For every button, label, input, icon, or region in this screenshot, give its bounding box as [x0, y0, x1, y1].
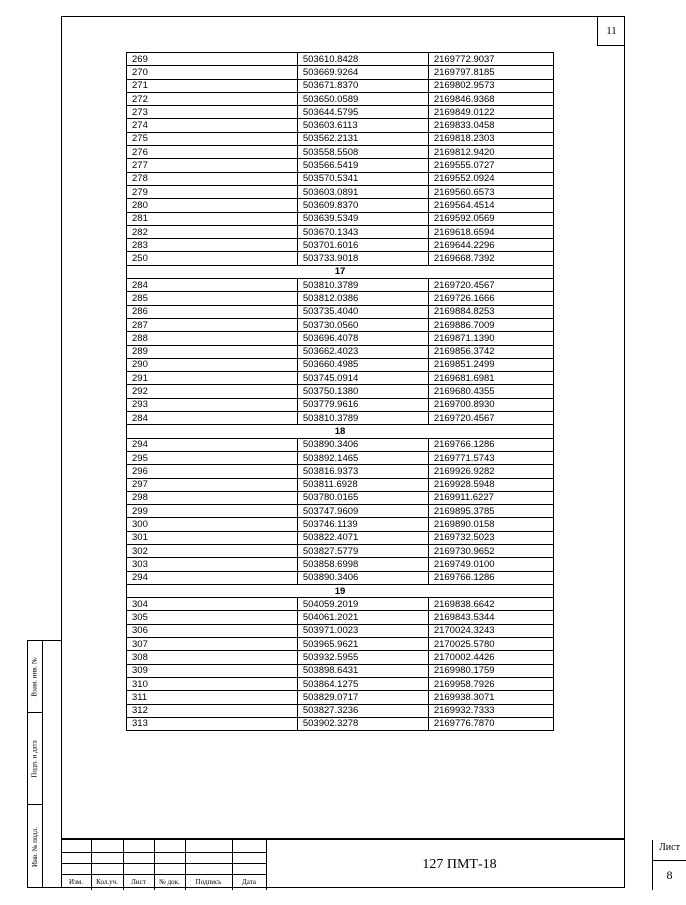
table-row	[127, 106, 554, 119]
table-row	[127, 92, 554, 105]
table-row	[127, 332, 554, 345]
y-coordinate-cell: 2169958.7926	[428, 677, 553, 690]
y-coordinate-cell: 2169802.9573	[428, 79, 553, 92]
document-code: 127 ПМТ-18	[266, 840, 652, 890]
y-coordinate-cell: 2169730.9652	[428, 544, 553, 557]
stamp-label-date: Дата	[242, 878, 256, 886]
table-row	[127, 704, 554, 717]
point-number-cell: 299	[127, 505, 298, 518]
y-coordinate-cell: 2170002.4426	[428, 651, 553, 664]
y-coordinate-cell: 2169732.5023	[428, 531, 553, 544]
point-number-cell: 300	[127, 518, 298, 531]
y-coordinate-cell: 2169680.4355	[428, 385, 553, 398]
y-coordinate-cell: 2169771.5743	[428, 451, 553, 464]
x-coordinate-cell: 503932.5955	[297, 651, 428, 664]
y-coordinate-cell: 2169884.8253	[428, 305, 553, 318]
table-row	[127, 345, 554, 358]
side-cell-sign-date	[28, 713, 42, 805]
table-row	[127, 611, 554, 624]
y-coordinate-cell: 2169911.6227	[428, 491, 553, 504]
y-coordinate-cell: 2169838.6642	[428, 598, 553, 611]
y-coordinate-cell: 2169681.6981	[428, 372, 553, 385]
side-cell-original-inv	[28, 805, 42, 889]
point-number-cell: 296	[127, 465, 298, 478]
sheet-label: Лист	[659, 842, 680, 853]
x-coordinate-cell: 503858.6998	[297, 558, 428, 571]
point-number-cell: 289	[127, 345, 298, 358]
point-number-cell: 303	[127, 558, 298, 571]
x-coordinate-cell: 503892.1465	[297, 451, 428, 464]
x-coordinate-cell: 503610.8428	[297, 53, 428, 66]
point-number-cell: 308	[127, 651, 298, 664]
x-coordinate-cell: 503701.6016	[297, 239, 428, 252]
x-coordinate-cell: 503890.3406	[297, 438, 428, 451]
x-coordinate-cell: 503750.1380	[297, 385, 428, 398]
side-cell-replace-inv	[28, 641, 42, 713]
table-row	[127, 385, 554, 398]
x-coordinate-cell: 503812.0386	[297, 292, 428, 305]
x-coordinate-cell: 503650.0589	[297, 92, 428, 105]
table-row	[127, 664, 554, 677]
point-number-cell: 295	[127, 451, 298, 464]
point-number-cell: 275	[127, 132, 298, 145]
point-number-cell: 283	[127, 239, 298, 252]
x-coordinate-cell: 503639.5349	[297, 212, 428, 225]
x-coordinate-cell: 503662.4023	[297, 345, 428, 358]
y-coordinate-cell: 2169886.7009	[428, 318, 553, 331]
point-number-cell: 250	[127, 252, 298, 265]
table-row	[127, 691, 554, 704]
group-title: 19	[127, 584, 554, 597]
group-title: 17	[127, 265, 554, 278]
table-row	[127, 132, 554, 145]
coordinates-table-body	[127, 53, 554, 731]
table-row	[127, 465, 554, 478]
group-header-row	[127, 584, 554, 597]
point-number-cell: 286	[127, 305, 298, 318]
point-number-cell: 301	[127, 531, 298, 544]
table-row	[127, 717, 554, 730]
point-number-cell: 285	[127, 292, 298, 305]
side-strip	[27, 640, 61, 888]
table-row	[127, 225, 554, 238]
stamp-label-change: Изм.	[69, 878, 83, 886]
point-number-cell: 311	[127, 691, 298, 704]
x-coordinate-cell: 503570.5341	[297, 172, 428, 185]
point-number-cell: 272	[127, 92, 298, 105]
sheet-number: 8	[653, 860, 686, 890]
y-coordinate-cell: 2169849.0122	[428, 106, 553, 119]
y-coordinate-cell: 2169812.9420	[428, 146, 553, 159]
y-coordinate-cell: 2169644.2296	[428, 239, 553, 252]
group-header-row	[127, 265, 554, 278]
point-number-cell: 309	[127, 664, 298, 677]
table-row	[127, 478, 554, 491]
table-row	[127, 172, 554, 185]
point-number-cell: 281	[127, 212, 298, 225]
y-coordinate-cell: 2169720.4567	[428, 279, 553, 292]
x-coordinate-cell: 503733.9018	[297, 252, 428, 265]
x-coordinate-cell: 503696.4078	[297, 332, 428, 345]
y-coordinate-cell: 2169871.1390	[428, 332, 553, 345]
x-coordinate-cell: 503603.0891	[297, 185, 428, 198]
table-row	[127, 451, 554, 464]
point-number-cell: 282	[127, 225, 298, 238]
point-number-cell: 270	[127, 66, 298, 79]
group-title: 18	[127, 425, 554, 438]
stamp-label-sheet: Лист	[131, 878, 146, 886]
point-number-cell: 307	[127, 638, 298, 651]
table-row	[127, 252, 554, 265]
table-row	[127, 491, 554, 504]
side-label-original-inv: Инв. № подл.	[31, 827, 40, 867]
x-coordinate-cell: 503660.4985	[297, 358, 428, 371]
x-coordinate-cell: 504059.2019	[297, 598, 428, 611]
x-coordinate-cell: 503669.9264	[297, 66, 428, 79]
point-number-cell: 274	[127, 119, 298, 132]
point-number-cell: 277	[127, 159, 298, 172]
table-row	[127, 598, 554, 611]
y-coordinate-cell: 2169776.7870	[428, 717, 553, 730]
table-row	[127, 292, 554, 305]
table-row	[127, 146, 554, 159]
table-row	[127, 305, 554, 318]
table-row	[127, 571, 554, 584]
y-coordinate-cell: 2170025.5780	[428, 638, 553, 651]
point-number-cell: 292	[127, 385, 298, 398]
point-number-cell: 306	[127, 624, 298, 637]
y-coordinate-cell: 2169700.8930	[428, 398, 553, 411]
x-coordinate-cell: 503864.1275	[297, 677, 428, 690]
point-number-cell: 312	[127, 704, 298, 717]
x-coordinate-cell: 503810.3789	[297, 412, 428, 425]
point-number-cell: 287	[127, 318, 298, 331]
x-coordinate-cell: 503671.8370	[297, 79, 428, 92]
table-row	[127, 119, 554, 132]
x-coordinate-cell: 503898.6431	[297, 664, 428, 677]
table-row	[127, 66, 554, 79]
table-row	[127, 544, 554, 557]
x-coordinate-cell: 503827.5779	[297, 544, 428, 557]
point-number-cell: 294	[127, 571, 298, 584]
side-label-sign-date: Подп. и дата	[31, 739, 39, 778]
point-number-cell: 310	[127, 677, 298, 690]
y-coordinate-cell: 2169564.4514	[428, 199, 553, 212]
point-number-cell: 279	[127, 185, 298, 198]
y-coordinate-cell: 2170024.3243	[428, 624, 553, 637]
table-row	[127, 318, 554, 331]
x-coordinate-cell: 503902.3278	[297, 717, 428, 730]
point-number-cell: 278	[127, 172, 298, 185]
y-coordinate-cell: 2169720.4567	[428, 412, 553, 425]
point-number-cell: 284	[127, 412, 298, 425]
x-coordinate-cell: 503779.9616	[297, 398, 428, 411]
x-coordinate-cell: 503566.5419	[297, 159, 428, 172]
table-row	[127, 199, 554, 212]
x-coordinate-cell: 504061.2021	[297, 611, 428, 624]
y-coordinate-cell: 2169552.0924	[428, 172, 553, 185]
point-number-cell: 298	[127, 491, 298, 504]
table-row	[127, 531, 554, 544]
stamp-label-signature: Подпись	[195, 878, 222, 886]
y-coordinate-cell: 2169938.3071	[428, 691, 553, 704]
x-coordinate-cell: 503746.1139	[297, 518, 428, 531]
y-coordinate-cell: 2169766.1286	[428, 438, 553, 451]
x-coordinate-cell: 503890.3406	[297, 571, 428, 584]
table-row	[127, 558, 554, 571]
table-row	[127, 185, 554, 198]
y-coordinate-cell: 2169749.0100	[428, 558, 553, 571]
x-coordinate-cell: 503780.0165	[297, 491, 428, 504]
table-row	[127, 159, 554, 172]
y-coordinate-cell: 2169766.1286	[428, 571, 553, 584]
table-row	[127, 79, 554, 92]
x-coordinate-cell: 503827.3236	[297, 704, 428, 717]
table-row	[127, 53, 554, 66]
point-number-cell: 273	[127, 106, 298, 119]
y-coordinate-cell: 2169846.9368	[428, 92, 553, 105]
x-coordinate-cell: 503816.9373	[297, 465, 428, 478]
x-coordinate-cell: 503644.5795	[297, 106, 428, 119]
stamp-label-count: Кол.уч.	[96, 878, 118, 886]
y-coordinate-cell: 2169926.9282	[428, 465, 553, 478]
point-number-cell: 280	[127, 199, 298, 212]
table-row	[127, 505, 554, 518]
sheet-box	[652, 840, 685, 890]
point-number-cell: 302	[127, 544, 298, 557]
x-coordinate-cell: 503747.9609	[297, 505, 428, 518]
y-coordinate-cell: 2169555.0727	[428, 159, 553, 172]
stamp-label-doc-number: № док.	[159, 878, 180, 886]
y-coordinate-cell: 2169618.6594	[428, 225, 553, 238]
table-row	[127, 518, 554, 531]
table-row	[127, 239, 554, 252]
point-number-cell: 313	[127, 717, 298, 730]
x-coordinate-cell: 503670.1343	[297, 225, 428, 238]
table-row	[127, 412, 554, 425]
y-coordinate-cell: 2169895.3785	[428, 505, 553, 518]
point-number-cell: 294	[127, 438, 298, 451]
x-coordinate-cell: 503829.0717	[297, 691, 428, 704]
x-coordinate-cell: 503745.0914	[297, 372, 428, 385]
y-coordinate-cell: 2169592.0569	[428, 212, 553, 225]
point-number-cell: 271	[127, 79, 298, 92]
point-number-cell: 305	[127, 611, 298, 624]
y-coordinate-cell: 2169856.3742	[428, 345, 553, 358]
y-coordinate-cell: 2169668.7392	[428, 252, 553, 265]
point-number-cell: 293	[127, 398, 298, 411]
y-coordinate-cell: 2169818.2303	[428, 132, 553, 145]
x-coordinate-cell: 503822.4071	[297, 531, 428, 544]
x-coordinate-cell: 503730.0560	[297, 318, 428, 331]
y-coordinate-cell: 2169980.1759	[428, 664, 553, 677]
table-row	[127, 398, 554, 411]
y-coordinate-cell: 2169932.7333	[428, 704, 553, 717]
x-coordinate-cell: 503811.6928	[297, 478, 428, 491]
table-row	[127, 677, 554, 690]
table-row	[127, 212, 554, 225]
y-coordinate-cell: 2169772.9037	[428, 53, 553, 66]
y-coordinate-cell: 2169851.2499	[428, 358, 553, 371]
point-number-cell: 291	[127, 372, 298, 385]
x-coordinate-cell: 503810.3789	[297, 279, 428, 292]
y-coordinate-cell: 2169890.0158	[428, 518, 553, 531]
x-coordinate-cell: 503558.5508	[297, 146, 428, 159]
x-coordinate-cell: 503603.6113	[297, 119, 428, 132]
point-number-cell: 269	[127, 53, 298, 66]
table-row	[127, 372, 554, 385]
coordinates-table	[126, 52, 554, 731]
point-number-cell: 288	[127, 332, 298, 345]
table-row	[127, 279, 554, 292]
title-block	[61, 838, 680, 888]
point-number-cell: 276	[127, 146, 298, 159]
x-coordinate-cell: 503609.8370	[297, 199, 428, 212]
y-coordinate-cell: 2169843.5344	[428, 611, 553, 624]
group-header-row	[127, 425, 554, 438]
y-coordinate-cell: 2169726.1666	[428, 292, 553, 305]
y-coordinate-cell: 2169797.8185	[428, 66, 553, 79]
table-row	[127, 624, 554, 637]
x-coordinate-cell: 503971.0023	[297, 624, 428, 637]
x-coordinate-cell: 503735.4040	[297, 305, 428, 318]
table-row	[127, 438, 554, 451]
table-row	[127, 651, 554, 664]
x-coordinate-cell: 503562.2131	[297, 132, 428, 145]
point-number-cell: 290	[127, 358, 298, 371]
point-number-cell: 304	[127, 598, 298, 611]
table-row	[127, 638, 554, 651]
point-number-cell: 284	[127, 279, 298, 292]
stamp-grid	[61, 840, 266, 890]
y-coordinate-cell: 2169928.5948	[428, 478, 553, 491]
side-label-replace-inv: Взам. инв. №	[31, 656, 40, 697]
y-coordinate-cell: 2169833.0458	[428, 119, 553, 132]
point-number-cell: 297	[127, 478, 298, 491]
x-coordinate-cell: 503965.9621	[297, 638, 428, 651]
y-coordinate-cell: 2169560.6573	[428, 185, 553, 198]
table-row	[127, 358, 554, 371]
top-page-number: 11	[597, 16, 625, 46]
